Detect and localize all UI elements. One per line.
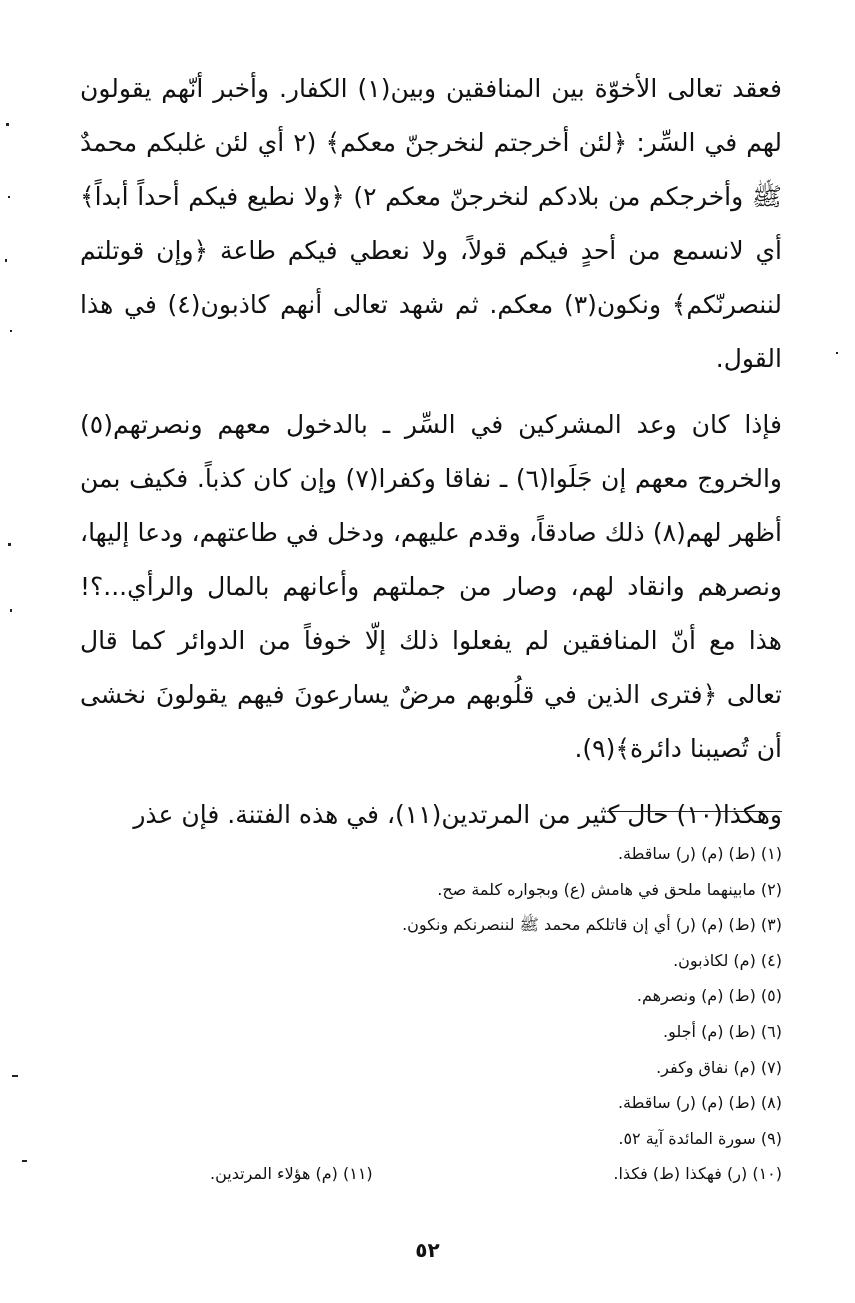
- footnote-5: (٥) (ط) (م) ونصرهم.: [636, 986, 782, 1006]
- scan-mark: [8, 543, 11, 546]
- footnote-1: (١) (ط) (م) (ر) ساقطة.: [617, 844, 782, 863]
- footnotes: [210, 836, 782, 1192]
- footnote-4: (٤) (م) لكاذبون.: [673, 950, 782, 970]
- main-text: [80, 62, 782, 842]
- footnote-10: (١٠) (ر) فهكذا (ط) فكذا.: [613, 1164, 782, 1184]
- footnote-row-10-11: [210, 1156, 782, 1192]
- scan-mark: [12, 1075, 18, 1077]
- scan-mark: [836, 352, 838, 354]
- scan-mark: [10, 330, 12, 332]
- footnote-9: (٩) سورة المائدة آية ٥٢.: [618, 1128, 782, 1148]
- footnote-8: (٨) (ط) (م) (ر) ساقطة.: [617, 1093, 782, 1113]
- footnote-separator: [607, 811, 782, 812]
- paragraph-3: وهكذا(١٠) حال كثير من المرتدين(١١)، في هذه الفتنة. فإن عذر: [133, 800, 782, 829]
- footnote-7: (٧) (م) نفاق وكفر.: [656, 1057, 782, 1077]
- paragraph-2: فإذا كان وعد المشركين في السِّر ـ بالدخول معهم ونصرتهم(٥) والخروج معهم إن جَلَوا(٦) ـ نفاقا وكفرا(٧) وإن كان كذباً. فكيف بمن أظهر لهم(٨) ذلك صادقاً، وقدم عليهم، ودخل في طاعتهم، ودعا إليها، ونصرهم وانقاد لهم، وصار من جملتهم وأعانهم بالمال والرأي...؟! هذا مع أنّ المنافقين لم يفعلوا ذلك إلّا خوفاً من الدوائر كما قال تعالى ﴿فترى الذين في قلُوبهم مرضٌ يسارعونَ فيهم يقولونَ نخشى أن تُصيبنا دائرة﴾(٩).: [80, 410, 783, 763]
- footnote-11: (١١) (م) هؤلاء المرتدين.: [210, 1164, 373, 1184]
- footnote-2: (٢) مابينهما ملحق في هامش (ع) وبجواره كلمة صح.: [437, 879, 782, 899]
- scan-mark: [22, 1160, 27, 1162]
- paragraph-1: فعقد تعالى الأخوّة بين المنافقين وبين(١) الكفار. وأخبر أنّهم يقولون لهم في السِّر: ﴿لئن أخرجتم لنخرجنّ معكم﴾ (٢ أي لئن غلبكم محمدٌ ﷺ وأخرجكم من بلادكم لنخرجنّ معكم ٢) ﴿ولا نطيع فيكم أحداً أبداً﴾ أي لانسمع من أحدٍ فيكم قولاً، ولا نعطي فيكم طاعة ﴿وإن قوتلتم لننصرنّكم﴾ ونكون(٣) معكم. ثم شهد تعالى أنهم كاذبون(٤) في هذا القول.: [80, 74, 783, 373]
- scan-mark: [10, 609, 12, 612]
- scan-mark: [6, 123, 9, 126]
- page-number: ٥٢: [415, 1238, 440, 1262]
- scan-mark: [8, 196, 10, 198]
- footnote-6: (٦) (ط) (م) أجلو.: [663, 1021, 782, 1041]
- footnote-3: (٣) (ط) (م) (ر) أي إن قاتلكم محمد ﷺ لننصرنكم ونكون.: [402, 915, 782, 935]
- scan-mark: [5, 259, 7, 262]
